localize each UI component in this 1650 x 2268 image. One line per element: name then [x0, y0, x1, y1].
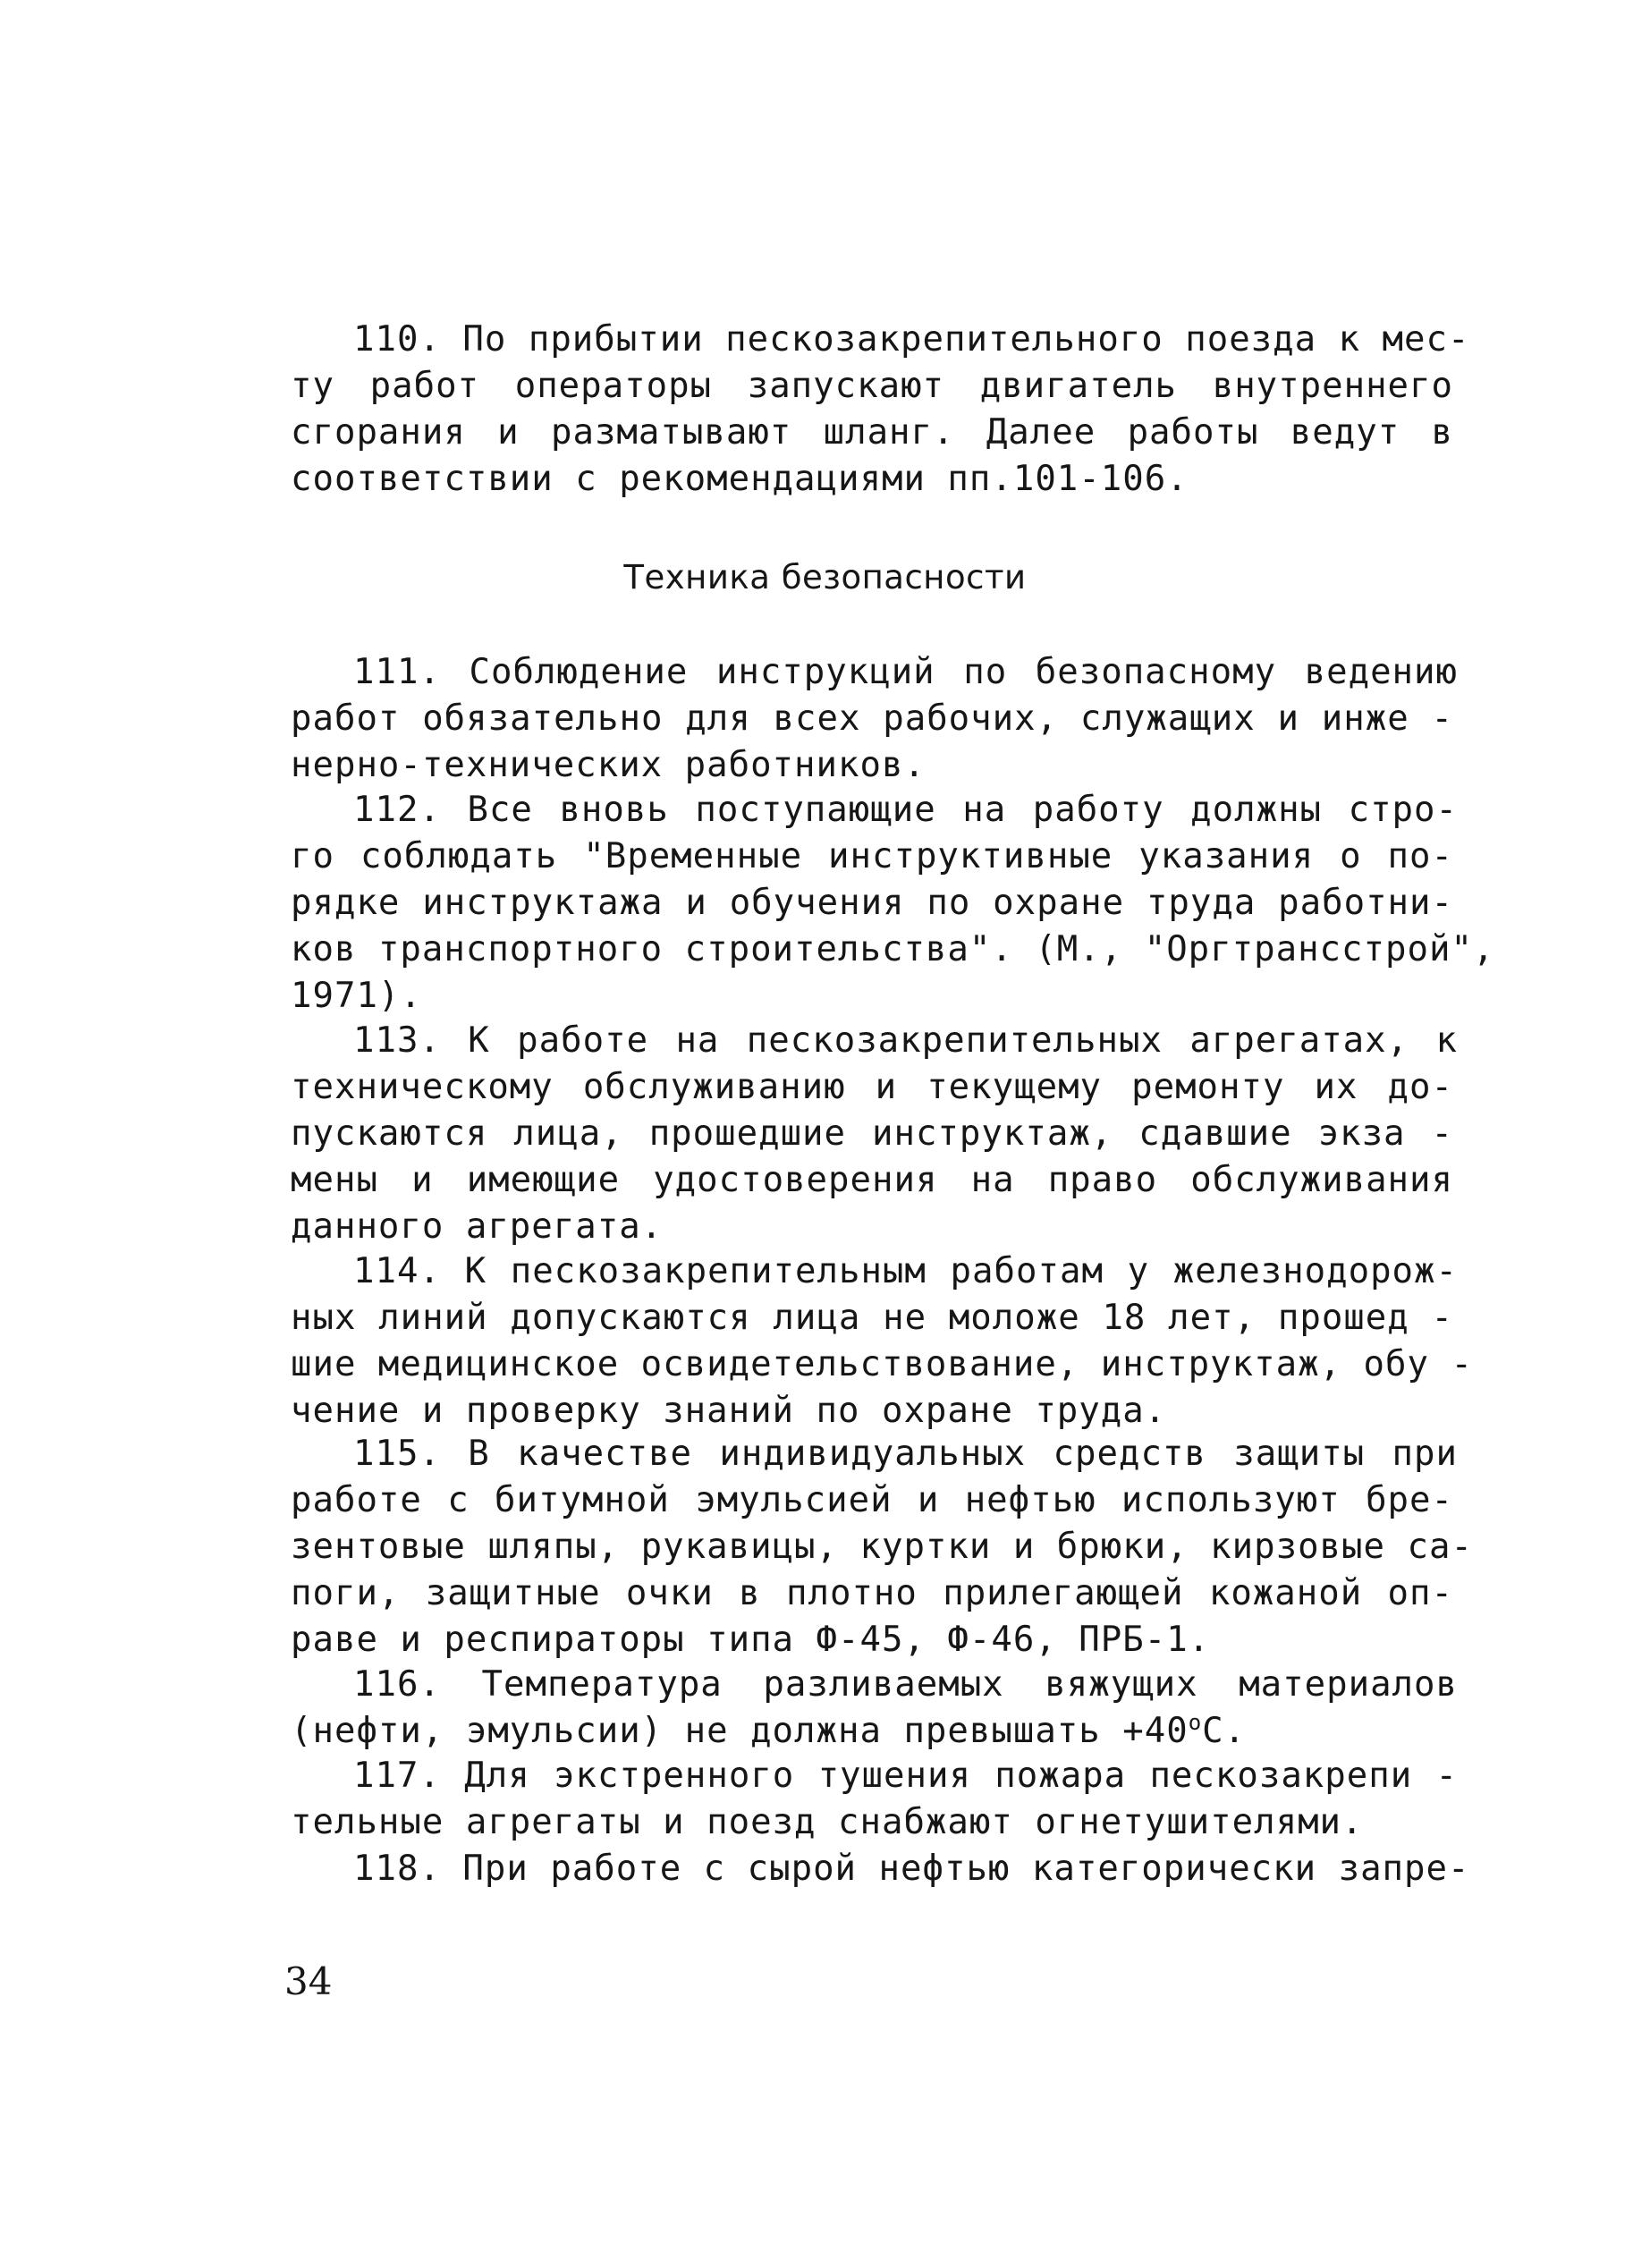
paragraph-111-line-3: нерно-технических работников. [291, 745, 926, 785]
paragraph-114-line-2: ных линий допускаются лица не моложе 18 лет, прошед - [291, 1298, 1453, 1338]
paragraph-115-line-2: работе с битумной эмульсией и нефтью используют бре- [291, 1480, 1453, 1520]
paragraph-112-line-5: 1971). [291, 976, 422, 1016]
paragraph-113-line-2: техническому обслуживанию и текущему ремонту их до- [291, 1067, 1453, 1107]
paragraph-116-line-2 [291, 1708, 1453, 1755]
paragraph-114-line-4: чение и проверку знаний по охране труда. [291, 1391, 1167, 1431]
paragraph-117-line-2: тельные агрегаты и поезд снабжают огнетушителями. [291, 1802, 1364, 1842]
paragraph-113-line-4: мены и имеющие удостоверения на право обслуживания [291, 1160, 1453, 1200]
paragraph-110-line-4: соответствии с рекомендациями пп.101-106. [291, 459, 1189, 499]
paragraph-111-line-2: работ обязательно для всех рабочих, служащих и инже - [291, 698, 1453, 739]
paragraph-115-line-3: зентовые шляпы, рукавицы, куртки и брюки, кирзовые са- [291, 1527, 1473, 1567]
paragraph-115-line-5: раве и респираторы типа Ф-45, Ф-46, ПРБ-1. [291, 1620, 1211, 1660]
paragraph-114-line-3: шие медицинское освидетельствование, инструктаж, обу - [291, 1344, 1473, 1384]
paragraph-112-line-2: го соблюдать "Временные инструктивные указания о по- [291, 836, 1453, 876]
paragraph-116-line-2-end: С. [1202, 1711, 1247, 1751]
paragraph-112-line-4: ков транспортного строительства". (М., "Оргтрансстрой", [291, 929, 1495, 969]
paragraph-116-line-2-text: (нефти, эмульсии) не должна превышать +40 [291, 1711, 1189, 1751]
paragraph-115-line-1: 115. В качестве индивидуальных средств защиты при [353, 1434, 1458, 1474]
section-heading: Техника безопасности [623, 558, 1027, 597]
page-number: 34 [284, 1959, 333, 2003]
paragraph-115-line-4: поги, защитные очки в плотно прилегающей кожаной оп- [291, 1573, 1453, 1613]
paragraph-111-line-1: 111. Соблюдение инструкций по безопасному ведению [353, 652, 1458, 692]
paragraph-113-line-1: 113. К работе на пескозакрепительных агрегатах, к [353, 1020, 1458, 1061]
degree-superscript: о [1188, 1710, 1203, 1735]
paragraph-113-line-3: пускаются лица, прошедшие инструктаж, сдавшие экза - [291, 1113, 1453, 1154]
paragraph-117-line-1: 117. Для экстренного тушения пожара пескозакрепи - [353, 1756, 1458, 1796]
paragraph-116-line-1: 116. Температура разливаемых вяжущих материалов [353, 1664, 1458, 1705]
paragraph-110-line-3: сгорания и разматывают шланг. Далее работы ведут в [291, 412, 1453, 453]
paragraph-118-line-1: 118. При работе с сырой нефтью категорически запре- [353, 1849, 1470, 1889]
paragraph-110-line-1: 110. По прибытии пескозакрепительного поезда к мес- [353, 319, 1470, 360]
paragraph-113-line-5: данного агрегата. [291, 1206, 664, 1247]
paragraph-112-line-1: 112. Все вновь поступающие на работу должны стро- [353, 790, 1458, 830]
paragraph-114-line-1: 114. К пескозакрепительным работам у железнодорож- [353, 1251, 1458, 1291]
paragraph-112-line-3: рядке инструктажа и обучения по охране труда работни- [291, 883, 1453, 923]
paragraph-110-line-2: ту работ операторы запускают двигатель внутреннего [291, 366, 1453, 406]
